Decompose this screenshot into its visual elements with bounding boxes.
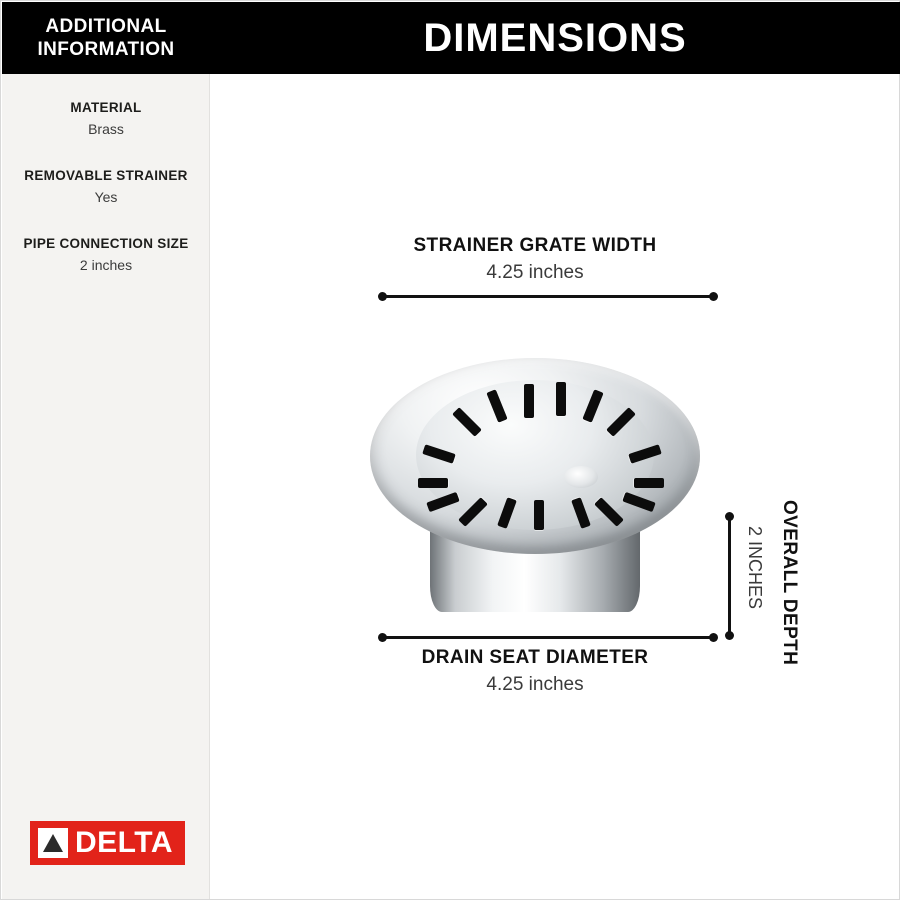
spec-value: Yes [94, 189, 118, 205]
grate-slot [426, 492, 459, 512]
strainer-grate-inner [416, 380, 654, 530]
dimension-value: 4.25 inches [486, 262, 584, 283]
spec-list [2, 98, 210, 302]
spec-value: Brass [88, 121, 124, 137]
grate-slot [524, 384, 534, 418]
sidebar-header [2, 2, 210, 74]
grate-slot [594, 497, 624, 527]
page-title: DIMENSIONS [423, 15, 687, 60]
grate-slot [556, 382, 566, 416]
spec-value: 2 inches [79, 257, 133, 273]
sidebar-header-line-2: INFORMATION [37, 39, 175, 60]
grate-slot [422, 444, 456, 463]
strainer-grate-width-label [330, 234, 740, 286]
strainer-grate-disc [370, 358, 700, 554]
top-measure-endcap-right [709, 292, 718, 301]
depth-measure-endcap-bottom [725, 631, 734, 640]
dimension-title: STRAINER GRATE WIDTH [413, 235, 657, 256]
depth-measure-line [728, 516, 731, 636]
grate-slot [582, 389, 603, 422]
delta-logo [30, 821, 185, 865]
delta-logo-text: DELTA [75, 826, 174, 859]
spec-label: PIPE CONNECTION SIZE [23, 236, 189, 251]
drain-seat-diameter-label [330, 646, 740, 698]
bottom-measure-endcap-left [378, 633, 387, 642]
grate-slot [418, 478, 448, 488]
spec-pipe-connection-size [2, 234, 210, 276]
grate-slot [458, 497, 488, 527]
grate-slot [606, 407, 636, 437]
depth-title: OVERALL DEPTH [779, 500, 800, 666]
depth-value: 2 INCHES [745, 526, 765, 610]
spec-label: REMOVABLE STRAINER [24, 168, 188, 183]
grate-slot [622, 492, 655, 512]
spec-material [2, 98, 210, 140]
dimensions-banner [210, 2, 900, 74]
grate-center-hub [564, 466, 598, 488]
grate-slot [571, 497, 591, 529]
bottom-measure-endcap-right [709, 633, 718, 642]
spec-removable-strainer [2, 166, 210, 208]
dimension-value: 4.25 inches [486, 674, 584, 695]
additional-information-sidebar [2, 2, 210, 899]
grate-slot [534, 500, 544, 530]
spec-label: MATERIAL [70, 100, 142, 115]
grate-slot [628, 444, 662, 463]
grate-slot [634, 478, 664, 488]
drain-strainer-illustration [370, 302, 700, 632]
dimension-title: DRAIN SEAT DIAMETER [421, 647, 649, 668]
delta-triangle-icon [38, 828, 68, 858]
grate-slot [486, 389, 507, 422]
depth-measure-endcap-top [725, 512, 734, 521]
grate-slot [497, 497, 517, 529]
top-measure-line [382, 295, 714, 298]
sidebar-header-line-1: ADDITIONAL [45, 16, 167, 37]
top-measure-endcap-left [378, 292, 387, 301]
bottom-measure-line [382, 636, 714, 639]
dimension-diagram [210, 74, 900, 899]
grate-slot [452, 407, 482, 437]
